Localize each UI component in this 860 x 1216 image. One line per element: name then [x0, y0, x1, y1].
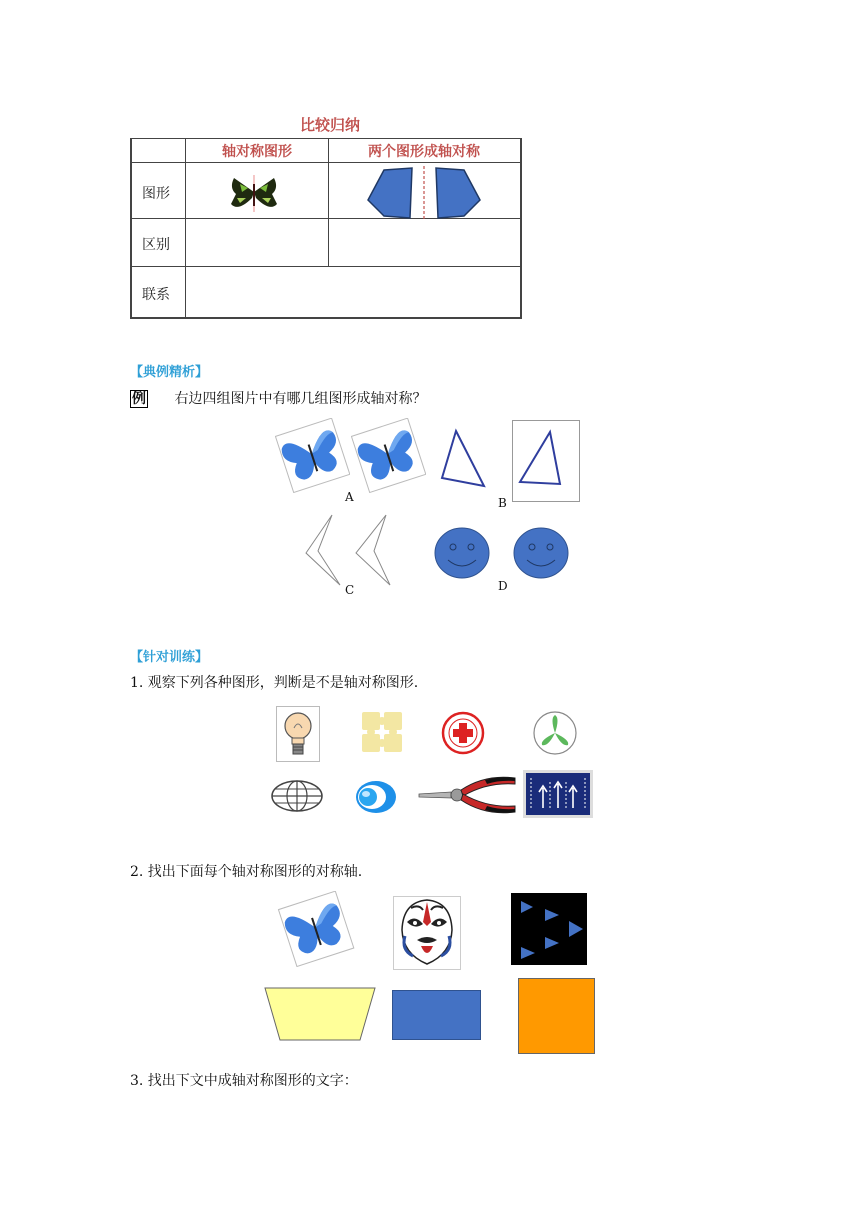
blue-butterfly-a-left	[275, 418, 350, 493]
two-pentagons-image	[366, 166, 482, 220]
arrow-shape-c-left	[300, 513, 342, 588]
question-1: 1. 观察下列各种图形，判断是不是轴对称图形.	[130, 675, 419, 691]
triangle-b-left	[438, 428, 488, 490]
road-sign-arrows-icon	[523, 770, 593, 818]
example-tag: 例	[132, 391, 146, 407]
row-label-figure: 图形	[142, 186, 170, 202]
example-heading: 【典例精析】	[130, 365, 209, 380]
col-header-axis-symmetric: 轴对称图形	[222, 144, 292, 160]
black-triangles-icon	[511, 893, 587, 965]
option-label-a: A	[345, 490, 354, 504]
option-label-c: C	[345, 583, 355, 597]
training-heading: 【针对训练】	[130, 650, 209, 665]
lightbulb-icon	[276, 706, 320, 762]
opera-mask-icon	[393, 896, 461, 970]
propeller-logo-icon	[532, 710, 578, 756]
question-3: 3. 找出下文中成轴对称图形的文字：	[130, 1073, 358, 1089]
option-label-b: B	[498, 496, 507, 510]
orange-square-shape	[518, 978, 595, 1054]
puzzle-pieces-icon	[358, 708, 408, 756]
smiley-face-d-left	[433, 526, 491, 580]
triangle-b-right	[512, 420, 580, 502]
blue-sphere-logo-icon	[354, 779, 398, 815]
yellow-trapezoid-shape	[264, 987, 376, 1041]
comparison-title: 比较归纳	[299, 116, 360, 134]
red-cross-emblem-icon	[441, 711, 485, 755]
arrow-shape-c-right	[352, 513, 394, 588]
row-label-connection: 联系	[142, 287, 170, 303]
col-header-two-figures: 两个图形成轴对称	[368, 144, 480, 160]
example-question-line	[130, 388, 426, 408]
globe-icon	[270, 779, 324, 813]
comparison-table	[130, 138, 522, 318]
pliers-icon	[415, 772, 519, 820]
option-label-d: D	[498, 579, 508, 593]
question-2: 2. 找出下面每个轴对称图形的对称轴.	[130, 864, 363, 880]
smiley-face-d-right	[512, 526, 570, 580]
example-question: 右边四组图片中有哪几组图形成轴对称？	[174, 391, 427, 407]
blue-butterfly-q2	[277, 891, 355, 967]
blue-butterfly-a-right	[351, 418, 426, 493]
dark-butterfly-image	[228, 172, 280, 214]
row-label-difference: 区别	[142, 237, 170, 253]
blue-rectangle-shape	[392, 990, 481, 1040]
